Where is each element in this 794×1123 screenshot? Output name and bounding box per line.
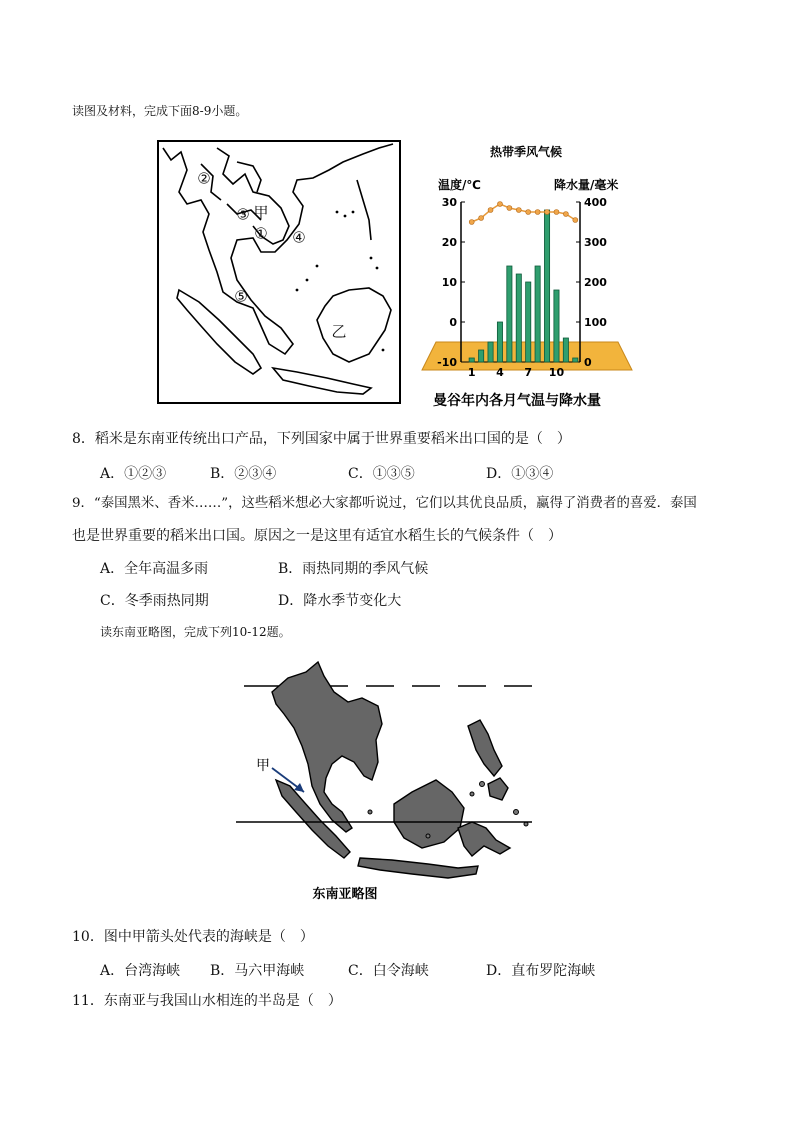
map1-label-2: ②	[197, 169, 211, 188]
temperature-line	[472, 204, 576, 222]
temp-point-11	[563, 212, 568, 217]
temp-point-9	[545, 210, 550, 215]
right-tick-1: 100	[584, 316, 607, 329]
q9-stem-line-1: 9．“泰国黑米、香米……”，这些稻米想必大家都听说过，它们以其优良品质，赢得了消费者的喜爱．泰国	[72, 496, 697, 511]
map1-label-5: ⑤	[234, 287, 248, 306]
climate-chart	[418, 140, 642, 415]
precip-bar-7	[526, 282, 531, 362]
right-tick-3: 300	[584, 236, 607, 249]
left-tick-0: -10	[437, 356, 457, 369]
temp-point-5	[507, 206, 512, 211]
southeast-asia-map-1	[157, 140, 401, 404]
precip-bar-10	[554, 290, 559, 362]
chart-caption: 曼谷年内各月气温与降水量	[433, 393, 601, 409]
temp-point-6	[516, 208, 521, 213]
q11-stem: 11．东南亚与我国山水相连的半岛是（ ）	[72, 993, 342, 1009]
right-tick-0: 0	[584, 356, 592, 369]
q8-option-b[interactable]: B．②③④	[210, 466, 277, 482]
q10-option-a[interactable]: A．台湾海峡	[100, 963, 181, 979]
precip-bar-6	[516, 274, 521, 362]
map1-label-yi: 乙	[331, 322, 347, 341]
map-frame	[158, 141, 400, 403]
temp-point-2	[479, 216, 484, 221]
q10-option-c[interactable]: C．白令海峡	[348, 963, 429, 979]
precip-bar-9	[544, 210, 549, 362]
chart-title: 热带季风气候	[489, 145, 563, 159]
x-tick-10: 10	[548, 366, 565, 379]
map1-label-4: ④	[292, 228, 306, 247]
southeast-asia-map-2	[232, 652, 548, 902]
intro-text-1: 读图及材料，完成下面8-9小题。	[72, 104, 248, 118]
q8-option-c[interactable]: C．①③⑤	[348, 466, 415, 482]
x-tick-4: 4	[496, 366, 504, 379]
strait-arrow-head	[294, 783, 304, 792]
q8-option-d[interactable]: D．①③④	[486, 466, 554, 482]
left-tick-1: 0	[449, 316, 457, 329]
y-right-label: 降水量/毫米	[554, 178, 619, 192]
precip-bar-12	[573, 358, 578, 362]
land-masses	[272, 662, 510, 878]
precip-bar-5	[507, 266, 512, 362]
q10-stem: 10．图中甲箭头处代表的海峡是（ ）	[72, 929, 314, 945]
q9-option-a[interactable]: A．全年高温多雨	[100, 561, 209, 577]
q8-option-a[interactable]: A．①②③	[100, 466, 167, 482]
q8-stem: 8．稻米是东南亚传统出口产品，下列国家中属于世界重要稻米出口国的是（ ）	[72, 431, 571, 447]
temp-point-3	[488, 208, 493, 213]
q9-option-b[interactable]: B．雨热同期的季风气候	[278, 561, 429, 577]
q9-option-d[interactable]: D．降水季节变化大	[278, 593, 402, 609]
left-tick-2: 10	[441, 276, 457, 289]
map1-label-jia: 甲	[253, 203, 269, 222]
y-left-label: 温度/℃	[438, 178, 481, 192]
precip-bar-4	[497, 322, 502, 362]
intro-text-2: 读东南亚略图，完成下列10-12题。	[100, 625, 291, 639]
map2-arrow-label: 甲	[256, 758, 270, 774]
right-tick-2: 200	[584, 276, 607, 289]
q10-option-b[interactable]: B．马六甲海峡	[210, 963, 305, 979]
left-tick-3: 20	[441, 236, 457, 249]
precip-bar-2	[479, 350, 484, 362]
x-tick-1: 1	[467, 366, 476, 379]
right-tick-4: 400	[584, 196, 607, 209]
temp-point-10	[554, 210, 559, 215]
map1-label-3: ③	[236, 205, 250, 224]
map2-caption: 东南亚略图	[312, 887, 378, 902]
q9-option-c[interactable]: C．冬季雨热同期	[100, 593, 209, 609]
precip-bar-11	[563, 338, 568, 362]
temp-point-8	[535, 210, 540, 215]
precip-bar-8	[535, 266, 540, 362]
q10-option-d[interactable]: D．直布罗陀海峡	[486, 963, 596, 979]
q9-stem-line-2: 也是世界重要的稻米出口国。原因之一是这里有适宜水稻生长的气候条件（ ）	[72, 528, 562, 544]
x-tick-7: 7	[524, 366, 533, 379]
precip-bar-3	[488, 342, 493, 362]
precip-bars	[469, 210, 578, 362]
temp-point-1	[469, 220, 474, 225]
temp-point-12	[573, 218, 578, 223]
left-tick-4: 30	[441, 196, 457, 209]
precip-bar-1	[469, 358, 474, 362]
map1-label-1: ①	[254, 224, 268, 243]
temp-point-4	[497, 202, 502, 207]
temp-point-7	[526, 210, 531, 215]
